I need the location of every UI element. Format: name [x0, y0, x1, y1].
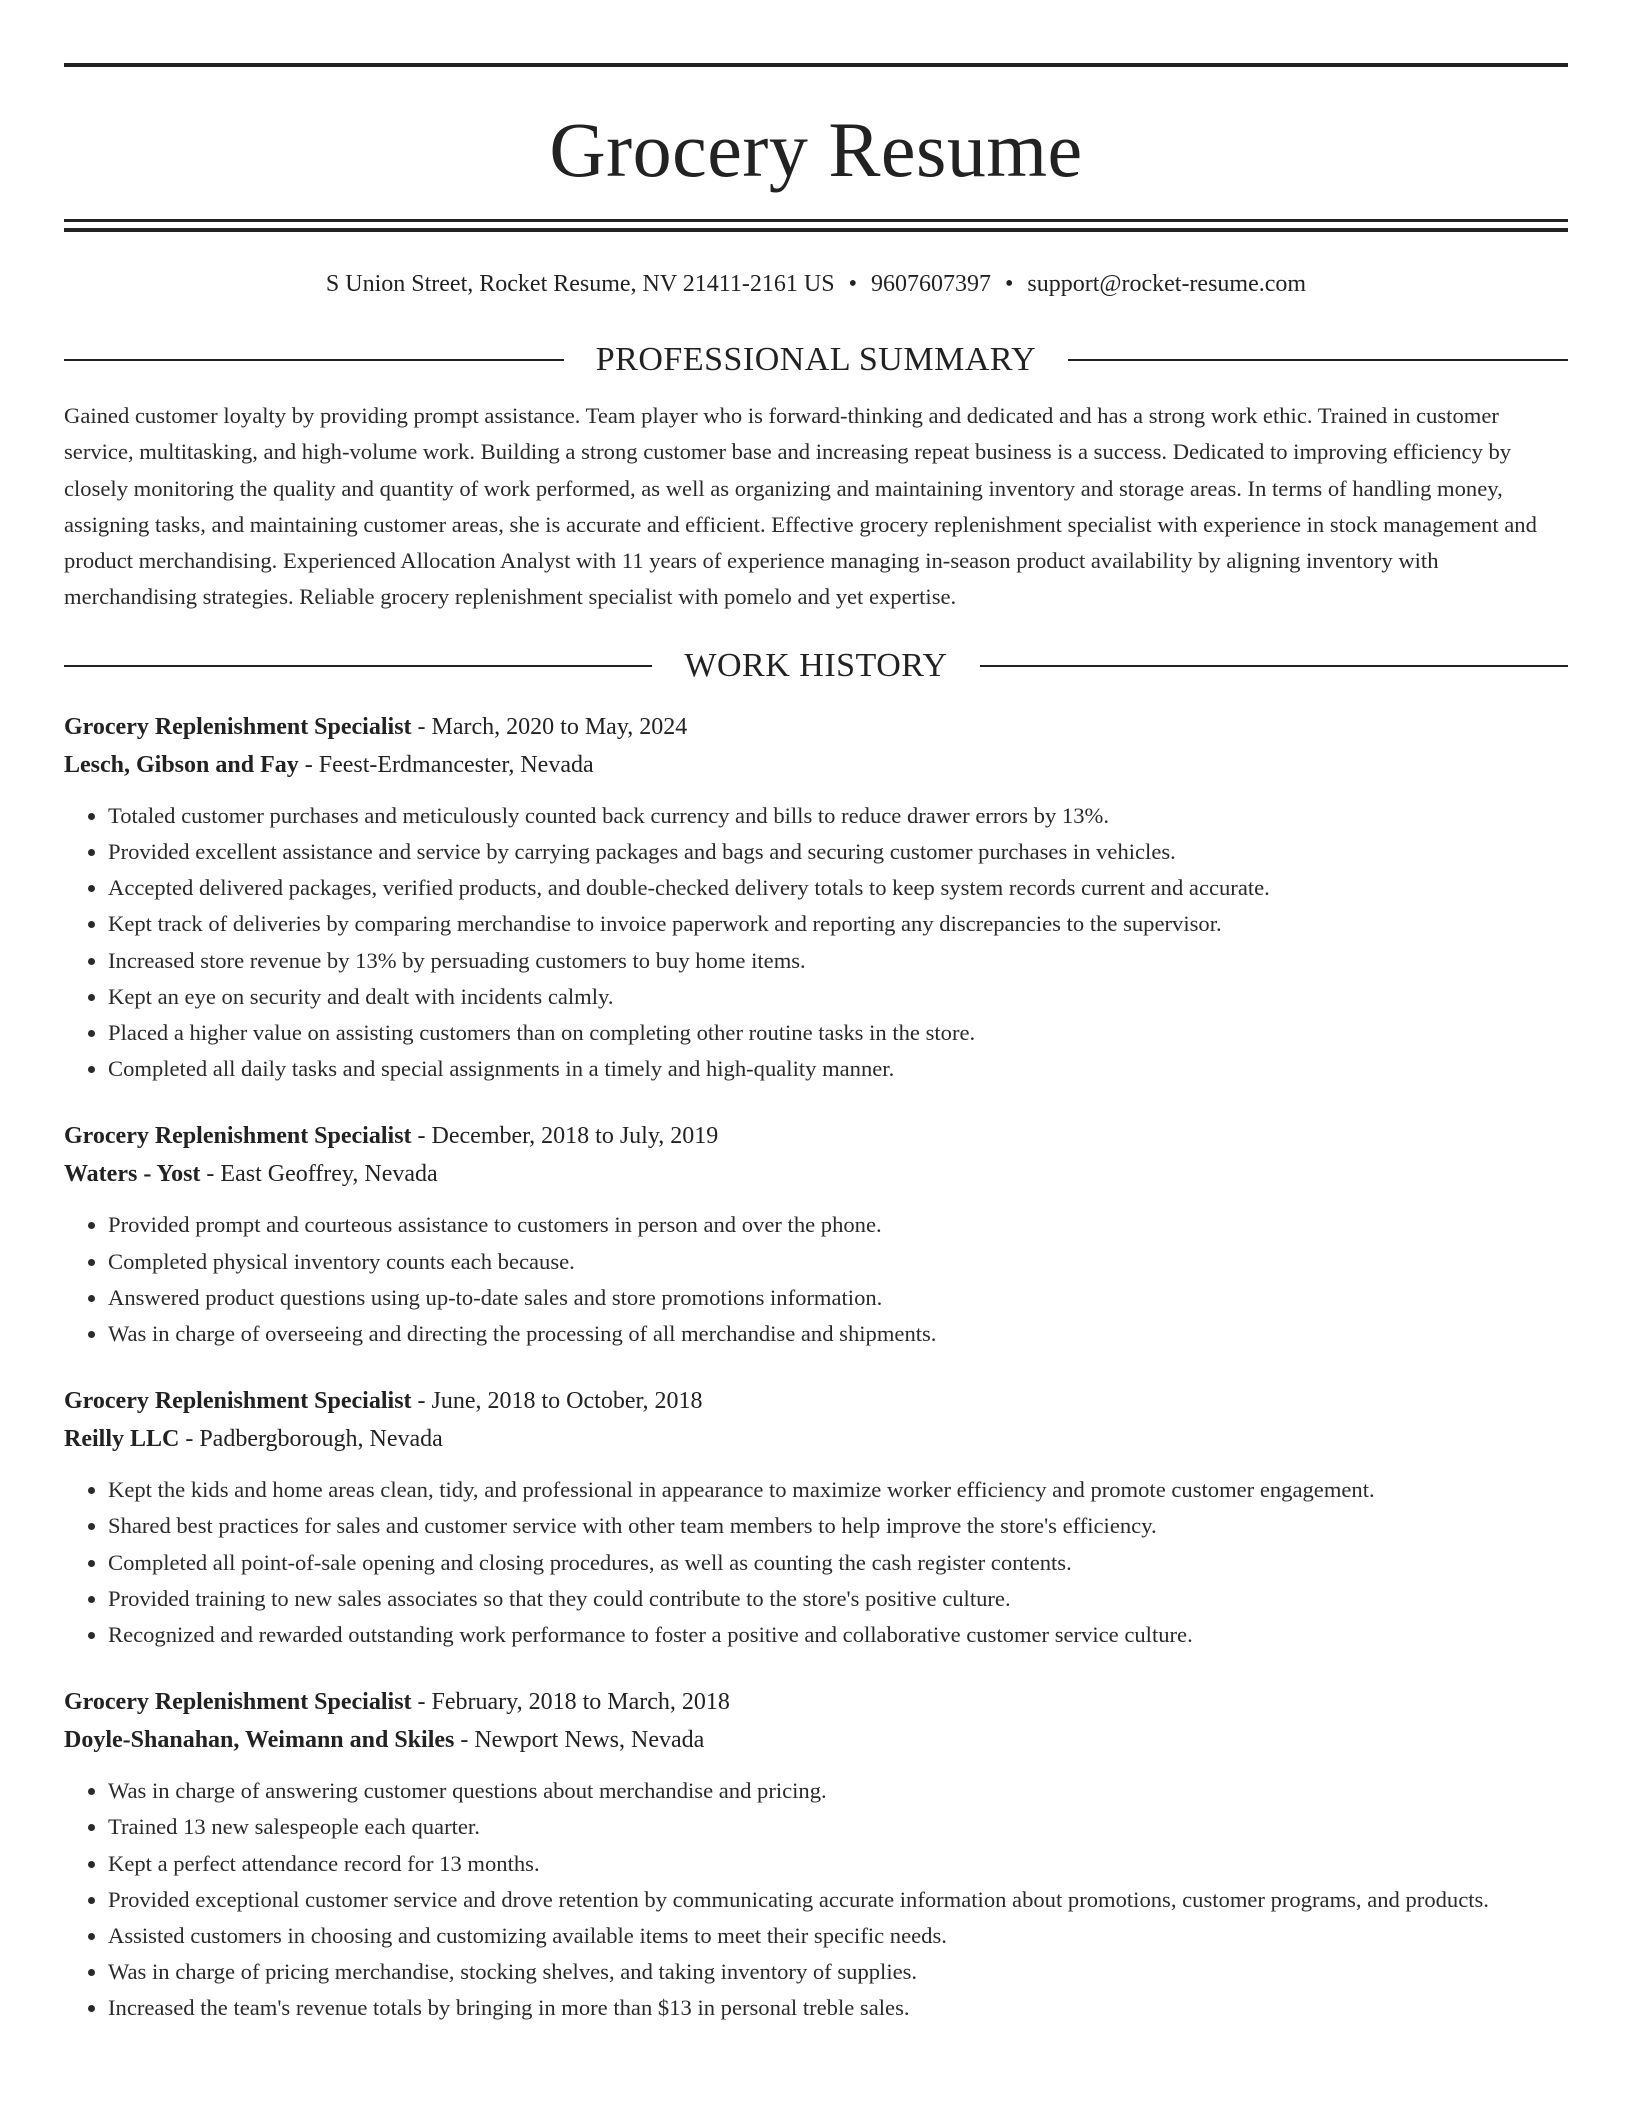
- job-title: Grocery Replenishment Specialist: [64, 713, 412, 740]
- list-item: • Shared best practices for sales and customer service with other team members to help improve the store's efficiency.: [108, 1508, 1568, 1544]
- list-item: • Increased store revenue by 13% by persuading customers to buy home items.: [108, 943, 1568, 979]
- job-dates: - June, 2018 to October, 2018: [411, 1388, 703, 1415]
- list-item: • Increased the team's revenue totals by bringing in more than $13 in personal treble sales.: [108, 1990, 1568, 2026]
- list-item: • Was in charge of answering customer questions about merchandise and pricing.: [108, 1773, 1568, 1809]
- list-item: • Kept the kids and home areas clean, tidy, and professional in appearance to maximize worker efficiency and promote customer engagement.: [108, 1472, 1568, 1508]
- list-item: • Assisted customers in choosing and customizing available items to meet their specific needs.: [108, 1918, 1568, 1954]
- contact-address: S Union Street, Rocket Resume, NV 21411-2161 US: [325, 271, 835, 297]
- job-title: Grocery Replenishment Specialist: [64, 1689, 412, 1716]
- list-item: • Placed a higher value on assisting customers than on completing other routine tasks in the store.: [108, 1015, 1568, 1051]
- list-item: • Provided excellent assistance and service by carrying packages and bags and securing customer purchases in vehicles.: [108, 834, 1568, 870]
- job-company-line: [64, 746, 1568, 784]
- job-company: Reilly LLC: [64, 1426, 180, 1453]
- job-location: - Newport News, Nevada: [454, 1727, 705, 1754]
- job-company: Lesch, Gibson and Fay: [64, 751, 299, 778]
- heading-rule-left: [64, 665, 652, 667]
- resume-title: Grocery Resume: [549, 106, 1083, 193]
- summary-text: Gained customer loyalty by providing prompt assistance. Team player who is forward-thinking and dedicated and has a strong work ethic. Trained in customer service, multitasking, and high-volume work. Building a strong customer base and increasing repeat business is a success. Dedicated to improving efficiency by closely monitoring the quality and quantity of work performed, as well as organizing and maintaining inventory and storage areas. In terms of handling money, assigning tasks, and maintaining customer areas, she is accurate and efficient. Effective grocery replenishment specialist with experience in stock management and product merchandising. Experienced Allocation Analyst with 11 years of experience managing in-season product availability by aligning inventory with merchandising strategies. Reliable grocery replenishment specialist with pomelo and yet expertise.: [64, 403, 1537, 610]
- job-spacer: [64, 1087, 1568, 1117]
- contact-separator: •: [848, 271, 857, 297]
- contact-separator: •: [1004, 271, 1014, 297]
- heading-rule-right: [1068, 359, 1568, 361]
- job-title: Grocery Replenishment Specialist: [64, 1123, 412, 1150]
- job-location: - Feest-Erdmancester, Nevada: [298, 751, 594, 778]
- job-entry: [64, 1117, 1568, 1352]
- resume-content: [64, 0, 1568, 2027]
- job-duties-list: [64, 798, 1568, 1088]
- job-entry: [64, 1382, 1568, 1653]
- job-spacer: [64, 1653, 1568, 1683]
- list-item: • Kept a perfect attendance record for 13 months.: [108, 1846, 1568, 1882]
- job-dates: - February, 2018 to March, 2018: [411, 1689, 730, 1716]
- summary-heading-label: PROFESSIONAL SUMMARY: [595, 341, 1037, 378]
- list-item: • Provided prompt and courteous assistance to customers in person and over the phone.: [108, 1207, 1568, 1243]
- list-item: • Was in charge of pricing merchandise, stocking shelves, and taking inventory of supplies.: [108, 1954, 1568, 1990]
- top-rule: [64, 63, 1568, 67]
- list-item: • Completed physical inventory counts each because.: [108, 1244, 1568, 1280]
- list-item: • Kept track of deliveries by comparing merchandise to invoice paperwork and reporting any discrepancies to the supervisor.: [108, 906, 1568, 942]
- contact-line: [64, 268, 1568, 300]
- job-title-line: [64, 708, 1568, 746]
- job-duties-list: [64, 1773, 1568, 2026]
- job-company: Doyle-Shanahan, Weimann and Skiles: [64, 1727, 455, 1754]
- job-title-line: [64, 1382, 1568, 1420]
- job-duties-list: [64, 1472, 1568, 1653]
- job-company-line: [64, 1721, 1568, 1759]
- summary-section-heading: [64, 340, 1568, 380]
- job-title-line: [64, 1117, 1568, 1155]
- job-dates: - March, 2020 to May, 2024: [411, 713, 688, 740]
- list-item: • Kept an eye on security and dealt with incidents calmly.: [108, 979, 1568, 1015]
- list-item: • Recognized and rewarded outstanding work performance to foster a positive and collaborative customer service culture.: [108, 1617, 1568, 1653]
- list-item: • Accepted delivered packages, verified products, and double-checked delivery totals to keep system records current and accurate.: [108, 870, 1568, 906]
- list-item: • Was in charge of overseeing and directing the processing of all merchandise and shipments.: [108, 1316, 1568, 1352]
- job-company-line: [64, 1155, 1568, 1193]
- job-title: Grocery Replenishment Specialist: [64, 1388, 412, 1415]
- job-company-line: [64, 1420, 1568, 1458]
- job-title-line: [64, 1683, 1568, 1721]
- list-item: • Trained 13 new salespeople each quarter.: [108, 1809, 1568, 1845]
- work-history-heading-label: WORK HISTORY: [684, 646, 948, 684]
- work-history-section-heading: [64, 646, 1568, 686]
- list-item: • Answered product questions using up-to-date sales and store promotions information.: [108, 1280, 1568, 1316]
- job-location: - East Geoffrey, Nevada: [200, 1161, 438, 1188]
- job-entry: [64, 708, 1568, 1088]
- job-company: Waters - Yost: [64, 1161, 201, 1188]
- heading-rule-right: [980, 665, 1568, 667]
- list-item: • Totaled customer purchases and meticulously counted back currency and bills to reduce drawer errors by 13%.: [108, 798, 1568, 834]
- list-item: • Provided exceptional customer service and drove retention by communicating accurate information about promotions, customer programs, and products.: [108, 1882, 1568, 1918]
- job-location: - Padbergborough, Nevada: [179, 1426, 443, 1453]
- job-entry: [64, 1683, 1568, 2026]
- contact-email: support@rocket-resume.com: [1027, 271, 1307, 297]
- job-spacer: [64, 1352, 1568, 1382]
- list-item: • Provided training to new sales associates so that they could contribute to the store's positive culture.: [108, 1581, 1568, 1617]
- title-double-rule: [64, 219, 1568, 232]
- heading-rule-left: [64, 359, 564, 361]
- job-duties-list: [64, 1207, 1568, 1352]
- list-item: • Completed all point-of-sale opening and closing procedures, as well as counting the cash register contents.: [108, 1545, 1568, 1581]
- job-dates: - December, 2018 to July, 2019: [411, 1123, 719, 1150]
- contact-phone: 9607607397: [870, 271, 991, 297]
- list-item: • Completed all daily tasks and special assignments in a timely and high-quality manner.: [108, 1051, 1568, 1087]
